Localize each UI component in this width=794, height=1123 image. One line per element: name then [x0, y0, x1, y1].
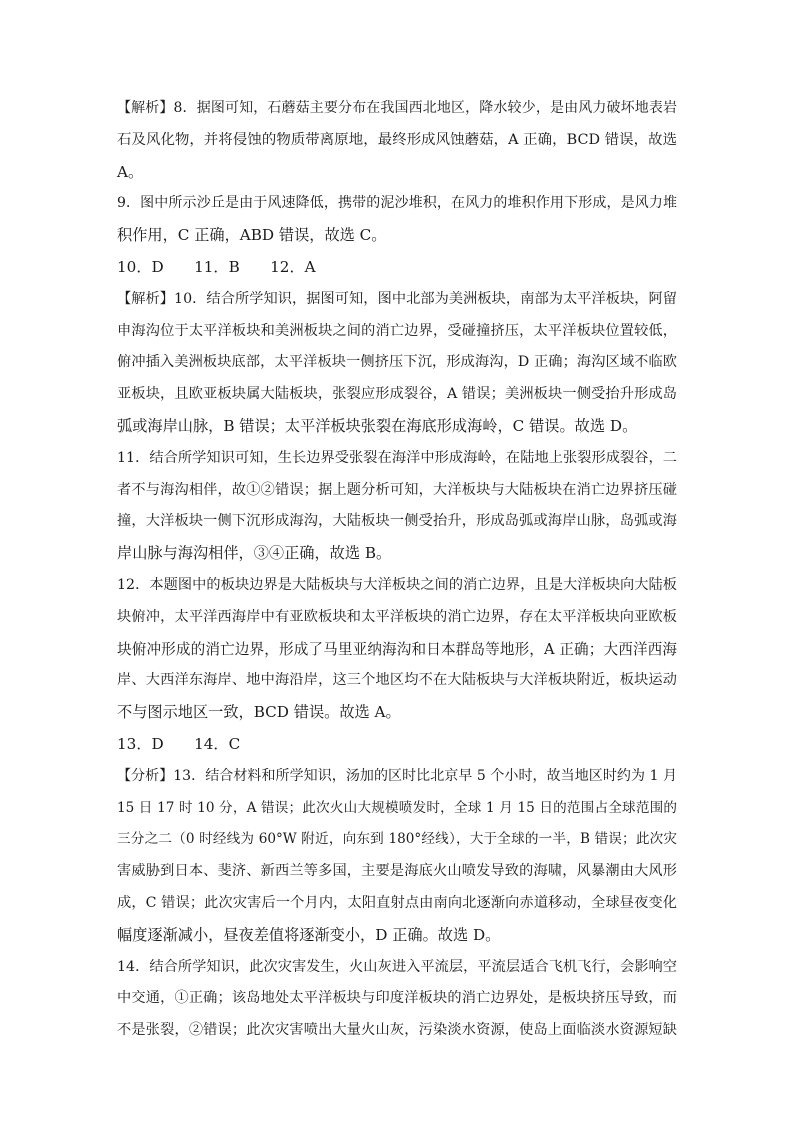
- text-line: 者不与海沟相伴，故①②错误；据上题分析可知，大洋板块与大陆板块在消亡边界挤压碰: [117, 481, 677, 498]
- text-line: 15 日 17 时 10 分，A 错误；此次火山大规模喷发时，全球 1 月 15 日的范围占全球范围的: [117, 799, 677, 816]
- text-line: 岸山脉与海沟相伴，③④正确，故选 B。: [117, 544, 392, 563]
- text-line: 12．本题图中的板块边界是大陆板块与大洋板块之间的消亡边界，且是大洋板块向大陆板: [117, 576, 677, 593]
- text-line: 不与图示地区一致，BCD 错误。故选 A。: [117, 703, 401, 722]
- text-line: 【解析】10．结合所学知识，据图可知，图中北部为美洲板块，南部为太平洋板块，阿留: [117, 290, 677, 307]
- text-line: 申海沟位于太平洋板块和美洲板块之间的消亡边界，受碰撞挤压，太平洋板块位置较低，: [117, 322, 677, 339]
- text-line: 中交通，①正确；该岛地处太平洋板块与印度洋板块的消亡边界处，是板块挤压导致，而: [117, 990, 677, 1007]
- answer-line: 10．D 11．B 12．A: [117, 257, 316, 276]
- text-line: 11．结合所学知识可知，生长边界受张裂在海洋中形成海岭，在陆地上张裂形成裂谷，二: [117, 449, 677, 466]
- answer-line: 13．D 14．C: [117, 734, 241, 753]
- text-line: 块俯冲形成的消亡边界，形成了马里亚纳海沟和日本群岛等地形，A 正确；大西洋西海: [117, 640, 677, 658]
- text-line: 块俯冲，太平洋西海岸中有亚欧板块和太平洋板块的消亡边界，存在太平洋板块向亚欧板: [117, 608, 677, 625]
- text-line: 撞，大洋板块一侧下沉形成海沟，大陆板块一侧受抬升，形成岛弧或海岸山脉，岛弧或海: [117, 513, 677, 530]
- text-line: 岸、大西洋东海岸、地中海沿岸，这三个地区均不在大陆板块与大洋板块附近，板块运动: [117, 672, 677, 689]
- text-line: 弧或海岸山脉，B 错误；太平洋板块张裂在海底形成海岭，C 错误。故选 D。: [117, 416, 638, 435]
- text-line: 石及风化物，并将侵蚀的物质带离原地，最终形成风蚀蘑菇，A 正确，BCD 错误，故选: [117, 131, 677, 148]
- text-line: 俯冲插入美洲板块底部，太平洋板块一侧挤压下沉，形成海沟，D 正确；海沟区域不临欧: [117, 354, 677, 371]
- text-line: A。: [117, 162, 144, 181]
- text-line: 不是张裂，②错误；此次灾害喷出大量火山灰，污染淡水资源，使岛上面临淡水资源短缺: [117, 1022, 677, 1039]
- text-line: 害威胁到日本、斐济、新西兰等多国，主要是海底火山喷发导致的海啸，风暴潮由大风形: [117, 863, 677, 880]
- text-line: 亚板块，且欧亚板块属大陆板块，张裂应形成裂谷，A 错误；美洲板块一侧受抬升形成岛: [117, 386, 677, 403]
- text-line: 【分析】13．结合材料和所学知识，汤加的区时比北京早 5 个小时，故当地区时约为 1 月: [117, 767, 677, 784]
- text-line: 幅度逐渐减小，昼夜差值将逐渐变小，D 正确。故选 D。: [117, 925, 501, 944]
- text-line: 9．图中所示沙丘是由于风速降低，携带的泥沙堆积，在风力的堆积作用下形成，是风力堆: [117, 195, 677, 212]
- text-line: 三分之二（0 时经线为 60°W 附近，向东到 180°经线），大于全球的一半，B 错误；此次灾: [117, 831, 677, 848]
- text-line: 积作用，C 正确，ABD 错误，故选 C。: [117, 226, 387, 245]
- text-line: 【解析】8．据图可知，石蘑菇主要分布在我国西北地区，降水较少，是由风力破坏地表岩: [117, 100, 677, 116]
- text-line: 14．结合所学知识，此次灾害发生，火山灰进入平流层，平流层适合飞机飞行，会影响空: [117, 958, 677, 975]
- document-body: [117, 96, 677, 1050]
- text-line: 成，C 错误；此次灾害后一个月内，太阳直射点由南向北逐渐向赤道移动，全球昼夜变化: [117, 894, 677, 911]
